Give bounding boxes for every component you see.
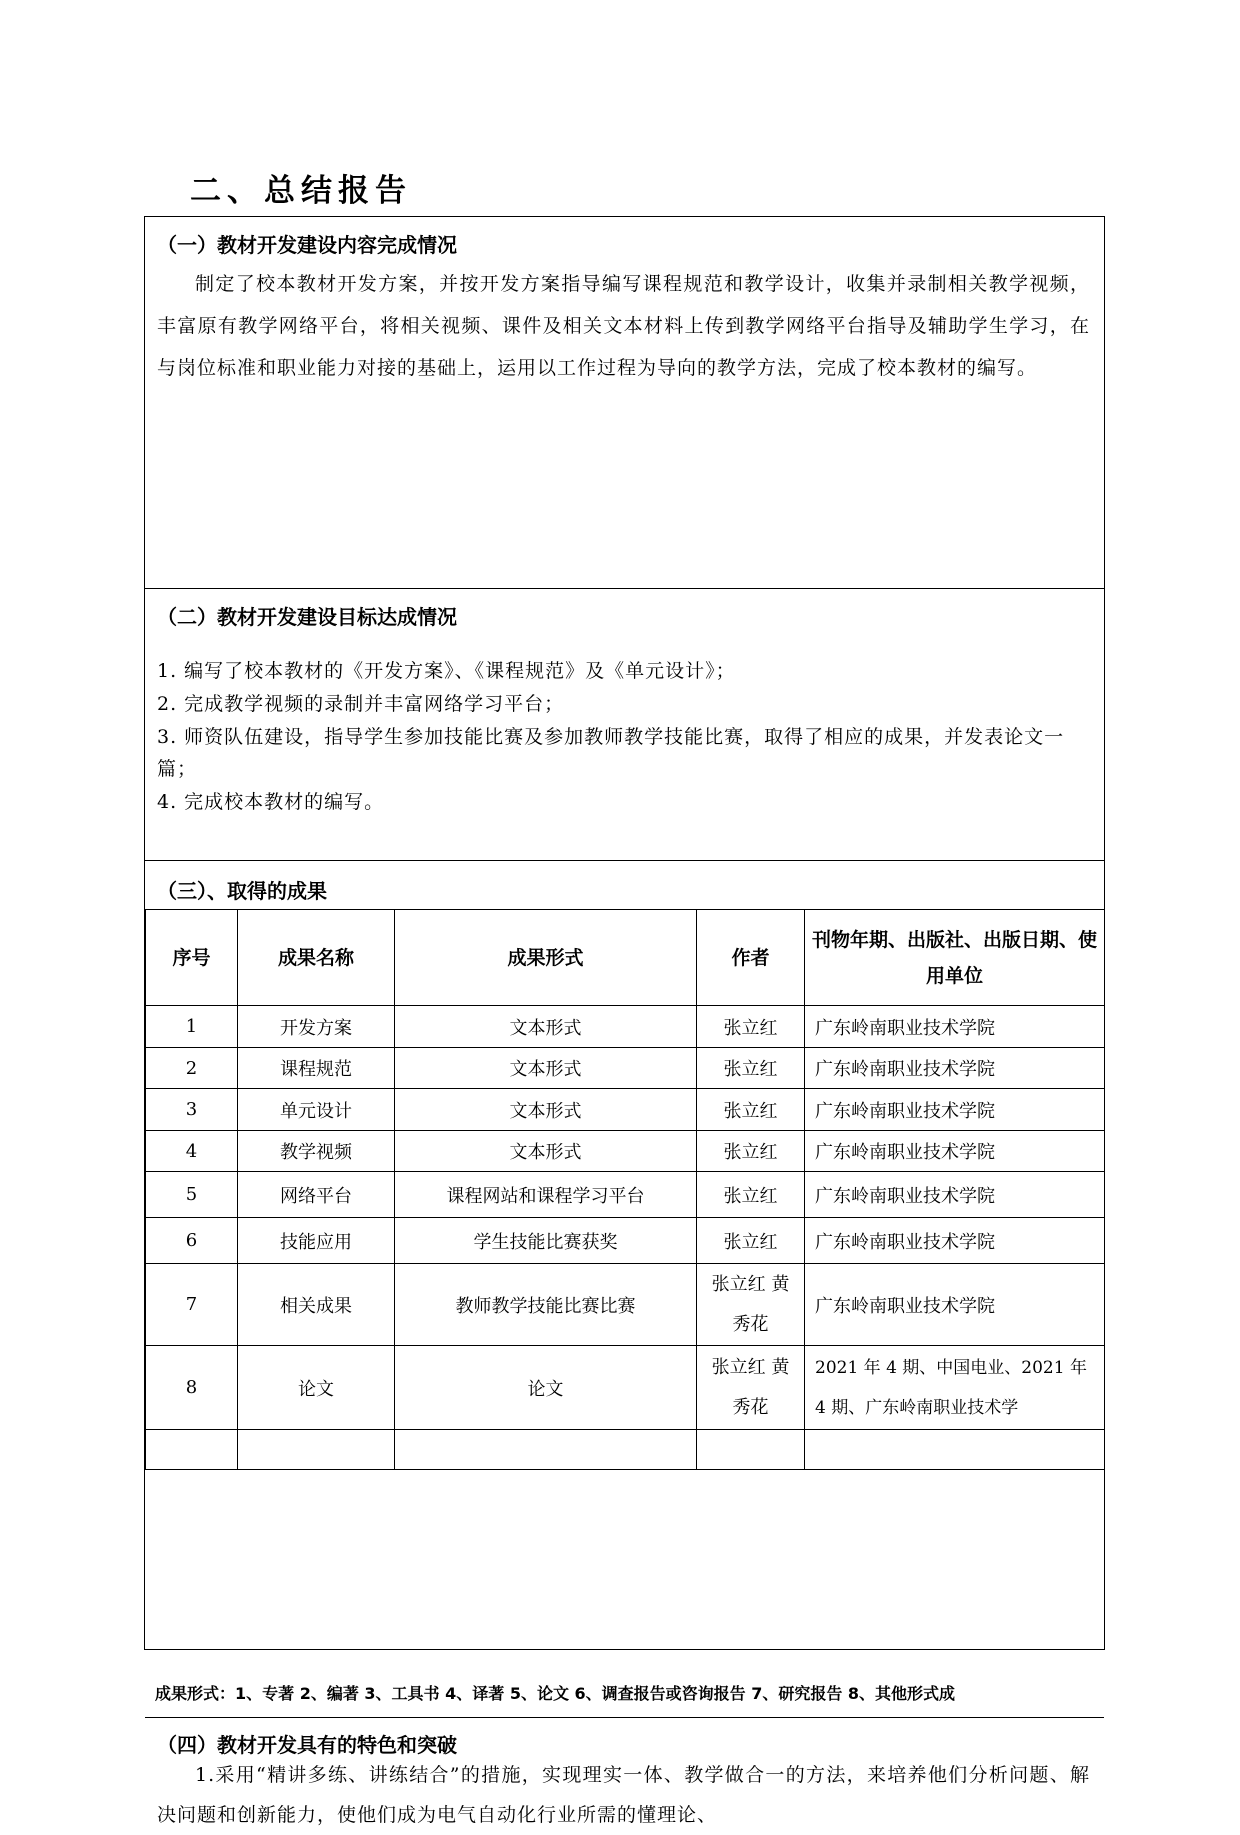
table-row	[146, 1218, 1105, 1264]
table-row	[146, 1131, 1105, 1172]
section3-heading: （三）、取得的成果	[157, 879, 327, 903]
section2-item-1: 1. 编写了校本教材的《开发方案》、《课程规范》及《单元设计》；	[157, 660, 736, 682]
section-content-completion	[145, 217, 1104, 589]
section2-item-3: 3. 师资队伍建设，指导学生参加技能比赛及参加教师教学技能比赛，取得了相应的成果，并发表论文一篇；	[157, 726, 1065, 780]
cell-no: 2	[146, 1048, 238, 1089]
cell-publication: 广东岭南职业技术学院	[805, 1264, 1105, 1346]
section4-body: 1.采用“精讲多练、讲练结合”的措施，实现理实一体、教学做合一的方法，来培养他们分析问题、解决问题和创新能力，使他们成为电气自动化行业所需的懂理论、	[157, 1764, 1090, 1826]
cell-name: 单元设计	[238, 1089, 395, 1131]
cell-empty	[146, 1430, 238, 1470]
cell-empty	[805, 1430, 1105, 1470]
cell-no: 4	[146, 1131, 238, 1172]
cell-publication: 广东岭南职业技术学院	[805, 1218, 1105, 1264]
table-row	[146, 1172, 1105, 1218]
col-header-name: 成果名称	[238, 910, 395, 1006]
cell-form: 教师教学技能比赛比赛	[395, 1264, 697, 1346]
cell-author: 张立红	[697, 1048, 805, 1089]
cell-no: 7	[146, 1264, 238, 1346]
col-header-no: 序号	[146, 910, 238, 1006]
cell-author: 张立红	[697, 1131, 805, 1172]
cell-form: 文本形式	[395, 1048, 697, 1089]
cell-empty	[697, 1430, 805, 1470]
section4-heading: （四）教材开发具有的特色和突破	[157, 1733, 457, 1757]
cell-no: 1	[146, 1006, 238, 1048]
cell-no: 3	[146, 1089, 238, 1131]
cell-name: 论文	[238, 1346, 395, 1430]
cell-author: 张立红 黄秀花	[697, 1346, 805, 1430]
cell-name: 网络平台	[238, 1172, 395, 1218]
cell-form: 课程网站和课程学习平台	[395, 1172, 697, 1218]
section2-item-2: 2. 完成教学视频的录制并丰富网络学习平台；	[157, 693, 565, 715]
cell-name: 技能应用	[238, 1218, 395, 1264]
results-header-row	[146, 910, 1105, 1006]
cell-name: 教学视频	[238, 1131, 395, 1172]
cell-empty	[238, 1430, 395, 1470]
col-header-author: 作者	[697, 910, 805, 1006]
cell-author: 张立红	[697, 1172, 805, 1218]
cell-publication: 广东岭南职业技术学院	[805, 1048, 1105, 1089]
cell-publication: 2021 年 4 期、中国电业、2021 年 4 期、广东岭南职业技术学	[805, 1346, 1105, 1430]
section1-body: 制定了校本教材开发方案，并按开发方案指导编写课程规范和教学设计，收集并录制相关教学视频，丰富原有教学网络平台，将相关视频、课件及相关文本材料上传到教学网络平台指导及辅助学生学习，在与岗位标准和职业能力对接的基础上，运用以工作过程为导向的教学方法，完成了校本教材的编写。	[157, 273, 1090, 379]
results-form-footnote: 成果形式：1、专著 2、编著 3、工具书 4、译著 5、论文 6、调查报告或咨询报告 7、研究报告 8、其他形式成	[155, 1684, 956, 1703]
cell-name: 相关成果	[238, 1264, 395, 1346]
cell-author: 张立红 黄秀花	[697, 1264, 805, 1346]
section1-heading: （一）教材开发建设内容完成情况	[157, 233, 457, 257]
cell-form: 学生技能比赛获奖	[395, 1218, 697, 1264]
table-row	[146, 1264, 1105, 1346]
divider	[145, 1717, 1104, 1718]
cell-no: 6	[146, 1218, 238, 1264]
cell-no: 5	[146, 1172, 238, 1218]
results-table	[145, 909, 1105, 1470]
cell-form: 文本形式	[395, 1131, 697, 1172]
cell-publication: 广东岭南职业技术学院	[805, 1006, 1105, 1048]
cell-no: 8	[146, 1346, 238, 1430]
section2-item-4: 4. 完成校本教材的编写。	[157, 791, 385, 813]
table-row	[146, 1346, 1105, 1430]
cell-author: 张立红	[697, 1006, 805, 1048]
report-frame	[144, 216, 1105, 1826]
cell-publication: 广东岭南职业技术学院	[805, 1089, 1105, 1131]
cell-publication: 广东岭南职业技术学院	[805, 1172, 1105, 1218]
section-goal-achievement	[145, 589, 1104, 861]
page-title: 二、总结报告	[190, 173, 412, 209]
cell-name: 课程规范	[238, 1048, 395, 1089]
cell-empty	[395, 1430, 697, 1470]
cell-author: 张立红	[697, 1218, 805, 1264]
table-row	[146, 1006, 1105, 1048]
col-header-publication: 刊物年期、出版社、出版日期、使用单位	[805, 910, 1105, 1006]
cell-publication: 广东岭南职业技术学院	[805, 1131, 1105, 1172]
cell-form: 文本形式	[395, 1006, 697, 1048]
table-row-empty	[146, 1430, 1105, 1470]
table-row	[146, 1048, 1105, 1089]
cell-name: 开发方案	[238, 1006, 395, 1048]
cell-form: 文本形式	[395, 1089, 697, 1131]
table-row	[146, 1089, 1105, 1131]
section2-heading: （二）教材开发建设目标达成情况	[157, 605, 457, 629]
cell-author: 张立红	[697, 1089, 805, 1131]
col-header-form: 成果形式	[395, 910, 697, 1006]
cell-form: 论文	[395, 1346, 697, 1430]
